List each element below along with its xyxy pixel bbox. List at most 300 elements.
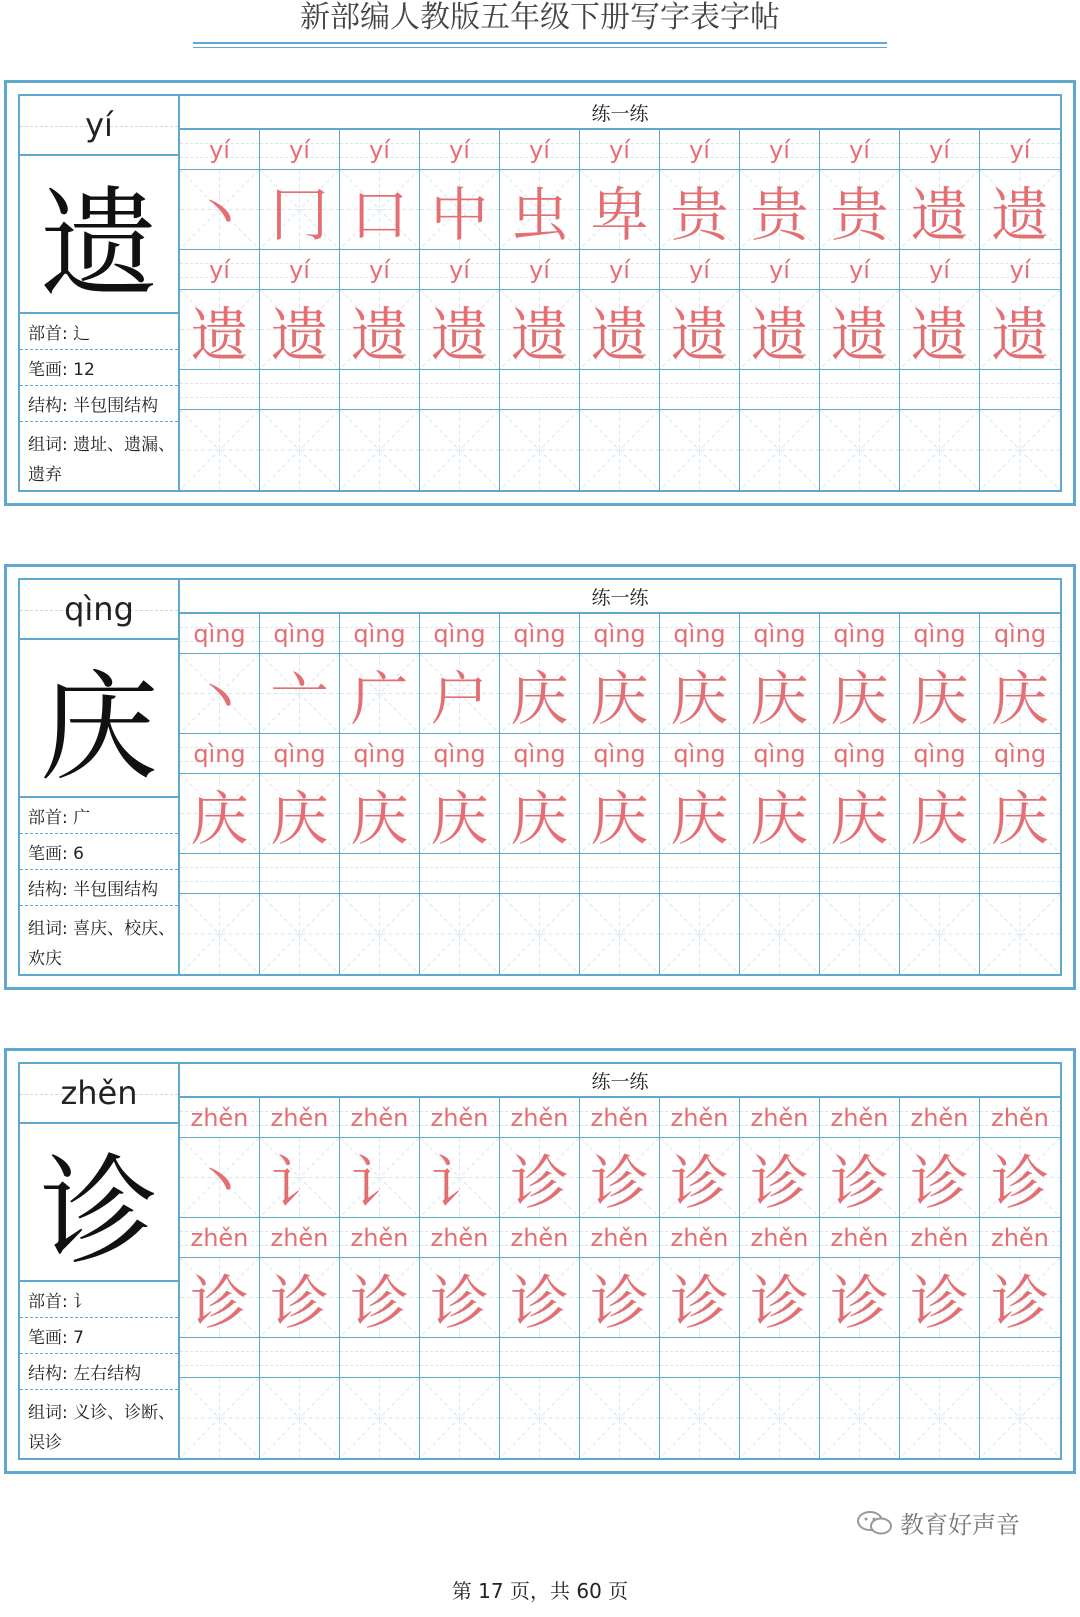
- pinyin-cell-blank[interactable]: [580, 1338, 660, 1378]
- writing-cell-blank[interactable]: [580, 410, 660, 490]
- pinyin-cell-blank[interactable]: [420, 854, 500, 894]
- pinyin-trace: zhěn: [510, 1103, 569, 1132]
- writing-cell-blank[interactable]: [260, 1378, 340, 1458]
- pinyin-trace: zhěn: [830, 1223, 889, 1252]
- pinyin-cell: [580, 734, 660, 774]
- pinyin-cell-blank[interactable]: [180, 370, 260, 410]
- stroke-order-char: 丶: [190, 1148, 249, 1217]
- title-underline: [193, 42, 887, 44]
- trace-char: 遗: [270, 300, 329, 369]
- stroke-order-cell: [740, 654, 820, 734]
- pinyin-cell-blank[interactable]: [820, 854, 900, 894]
- watermark-text: 教育好声音: [900, 1511, 1020, 1539]
- pinyin-cell: [500, 1218, 580, 1258]
- trace-char: 庆: [910, 784, 969, 853]
- pinyin-trace: qìng: [833, 739, 886, 768]
- pinyin-trace: qìng: [193, 739, 246, 768]
- pinyin-trace: zhěn: [510, 1223, 569, 1252]
- pinyin-cell: [820, 614, 900, 654]
- trace-cell: [820, 774, 900, 854]
- pinyin-cell-blank[interactable]: [340, 1338, 420, 1378]
- trace-char: 诊: [510, 1268, 569, 1337]
- pinyin-trace: qìng: [593, 739, 646, 768]
- pinyin-cell-blank[interactable]: [980, 370, 1060, 410]
- pinyin-cell: [180, 1098, 260, 1138]
- stroke-order-char: 遗: [910, 180, 969, 249]
- trace-char: 遗: [350, 300, 409, 369]
- stroke-order-cell: [500, 170, 580, 250]
- pinyin-trace: zhěn: [430, 1223, 489, 1252]
- stroke-order-char: 诊: [830, 1148, 889, 1217]
- pinyin-cell: [500, 734, 580, 774]
- pinyin-trace: yí: [449, 135, 470, 164]
- trace-char: 庆: [350, 784, 409, 853]
- pinyin-cell: [260, 130, 340, 170]
- stroke-order-char: 讠: [430, 1148, 489, 1217]
- writing-cell-blank[interactable]: [180, 410, 260, 490]
- pinyin-trace: zhěn: [750, 1223, 809, 1252]
- pinyin-trace: zhěn: [430, 1103, 489, 1132]
- writing-cell-blank[interactable]: [900, 1378, 980, 1458]
- stroke-order-cell: [980, 1138, 1060, 1218]
- trace-char: 诊: [270, 1268, 329, 1337]
- writing-cell-blank[interactable]: [500, 894, 580, 974]
- pinyin-cell: [180, 1218, 260, 1258]
- pinyin-cell: [980, 1218, 1060, 1258]
- writing-cell-blank[interactable]: [740, 410, 820, 490]
- trace-cell: [260, 1258, 340, 1338]
- pinyin-cell-blank[interactable]: [980, 854, 1060, 894]
- grid-row: [180, 614, 1060, 654]
- stroke-order-cell: [420, 170, 500, 250]
- stroke-order-cell: [500, 1138, 580, 1218]
- pinyin-cell-blank[interactable]: [260, 1338, 340, 1378]
- trace-char: 遗: [430, 300, 489, 369]
- character-card: [4, 80, 1076, 506]
- grid-row: [180, 654, 1060, 734]
- grid-row: [180, 290, 1060, 370]
- pinyin-cell: [580, 250, 660, 290]
- page-footer: 第 17 页，共 60 页: [451, 1579, 629, 1603]
- pinyin-cell: [740, 614, 820, 654]
- writing-cell-blank[interactable]: [420, 1378, 500, 1458]
- pinyin-trace: yí: [609, 135, 630, 164]
- trace-char: 诊: [350, 1268, 409, 1337]
- trace-cell: [820, 290, 900, 370]
- stroke-order-cell: [340, 170, 420, 250]
- pinyin-trace: yí: [929, 135, 950, 164]
- pinyin-trace: qìng: [673, 619, 726, 648]
- pinyin-trace: qìng: [753, 619, 806, 648]
- writing-cell-blank[interactable]: [820, 894, 900, 974]
- pinyin-trace: zhěn: [670, 1103, 729, 1132]
- trace-cell: [340, 774, 420, 854]
- pinyin-trace: zhěn: [590, 1103, 649, 1132]
- grid-row: [180, 1138, 1060, 1218]
- stroke-order-char: 庆: [670, 664, 729, 733]
- stroke-order-cell: [340, 1138, 420, 1218]
- stroke-order-cell: [660, 654, 740, 734]
- pinyin-cell: [740, 1098, 820, 1138]
- pinyin-cell: [900, 734, 980, 774]
- stroke-order-char: 户: [430, 664, 489, 733]
- pinyin-trace: qìng: [993, 739, 1047, 768]
- trace-char: 庆: [590, 784, 649, 853]
- grid-row: [180, 410, 1060, 490]
- trace-char: 诊: [830, 1268, 889, 1337]
- stroke-order-char: 诊: [910, 1148, 969, 1217]
- stroke-order-cell: [660, 170, 740, 250]
- pinyin-text: qìng: [64, 590, 134, 628]
- title-underline-thin: [193, 47, 887, 48]
- pinyin-cell-blank[interactable]: [660, 370, 740, 410]
- pinyin-cell: [660, 1098, 740, 1138]
- trace-cell: [740, 1258, 820, 1338]
- trace-cell: [180, 1258, 260, 1338]
- character-card: [4, 1048, 1076, 1474]
- trace-char: 遗: [190, 300, 249, 369]
- writing-cell-blank[interactable]: [340, 410, 420, 490]
- pinyin-trace: qìng: [513, 619, 566, 648]
- stroke-order-cell: [340, 654, 420, 734]
- pinyin-cell: [580, 1098, 660, 1138]
- pinyin-cell: [820, 250, 900, 290]
- pinyin-cell: [180, 734, 260, 774]
- stroke-order-char: 庆: [830, 664, 889, 733]
- pinyin-cell-blank[interactable]: [500, 370, 580, 410]
- pinyin-cell: [820, 130, 900, 170]
- trace-cell: [980, 1258, 1060, 1338]
- card-inner: [18, 578, 1062, 976]
- pinyin-trace: zhěn: [991, 1223, 1049, 1252]
- character-info-panel: [20, 580, 180, 974]
- writing-cell-blank[interactable]: [340, 894, 420, 974]
- trace-char: 诊: [430, 1268, 489, 1337]
- writing-cell-blank[interactable]: [980, 410, 1060, 490]
- writing-cell-blank[interactable]: [180, 1378, 260, 1458]
- grid-row: [180, 1338, 1060, 1378]
- writing-cell-blank[interactable]: [820, 1378, 900, 1458]
- pinyin-cell: [660, 130, 740, 170]
- pinyin-trace: qìng: [433, 619, 486, 648]
- pinyin-cell: [260, 614, 340, 654]
- pinyin-cell: [420, 250, 500, 290]
- words-label: 组词: 喜庆、校庆、欢庆: [28, 919, 176, 969]
- stroke-order-cell: [580, 1138, 660, 1218]
- pinyin-cell: [340, 734, 420, 774]
- stroke-order-char: 冂: [270, 180, 329, 249]
- writing-cell-blank[interactable]: [900, 410, 980, 490]
- pinyin-trace: zhěn: [190, 1223, 249, 1252]
- stroke-order-char: 诊: [750, 1148, 809, 1217]
- stroke-order-cell: [900, 1138, 980, 1218]
- writing-cell-blank[interactable]: [980, 1378, 1060, 1458]
- stroke-order-char: 诊: [510, 1148, 569, 1217]
- practice-heading: 练一练: [180, 580, 1060, 614]
- trace-cell: [740, 774, 820, 854]
- stroke-order-char: 讠: [270, 1148, 329, 1217]
- pinyin-cell: [580, 1218, 660, 1258]
- pinyin-trace: yí: [529, 135, 550, 164]
- stroke-order-char: 贵: [830, 180, 889, 249]
- stroke-order-char: 中: [430, 180, 489, 249]
- trace-char: 遗: [510, 300, 569, 369]
- pinyin-trace: yí: [689, 135, 710, 164]
- pinyin-trace: yí: [1009, 135, 1031, 164]
- writing-cell-blank[interactable]: [500, 1378, 580, 1458]
- pinyin-cell-blank[interactable]: [500, 1338, 580, 1378]
- stroke-order-cell: [420, 1138, 500, 1218]
- trace-cell: [260, 290, 340, 370]
- trace-cell: [980, 290, 1060, 370]
- stroke-order-cell: [980, 170, 1060, 250]
- stroke-order-cell: [180, 170, 260, 250]
- stroke-count-label: 笔画: 7: [20, 1318, 178, 1354]
- stroke-order-char: 贵: [750, 180, 809, 249]
- pinyin-cell-blank[interactable]: [500, 854, 580, 894]
- pinyin-cell: [660, 614, 740, 654]
- pinyin-cell-blank[interactable]: [180, 1338, 260, 1378]
- pinyin-trace: zhěn: [590, 1223, 649, 1252]
- pinyin-cell: [420, 734, 500, 774]
- pinyin-cell: [900, 130, 980, 170]
- trace-char: 诊: [910, 1268, 969, 1337]
- writing-cell-blank[interactable]: [500, 410, 580, 490]
- pinyin-trace: zhěn: [830, 1103, 889, 1132]
- wechat-icon: [856, 1510, 894, 1536]
- pinyin-trace: qìng: [593, 619, 646, 648]
- pinyin-cell: [900, 614, 980, 654]
- pinyin-cell: [500, 250, 580, 290]
- writing-cell-blank[interactable]: [420, 894, 500, 974]
- pinyin-cell: [980, 1098, 1060, 1138]
- pinyin-cell-blank[interactable]: [740, 1338, 820, 1378]
- writing-cell-blank[interactable]: [740, 894, 820, 974]
- trace-char: 诊: [190, 1268, 249, 1337]
- pinyin-cell: [900, 1098, 980, 1138]
- pinyin-cell: [740, 250, 820, 290]
- stroke-order-char: 虫: [510, 180, 569, 249]
- trace-cell: [180, 774, 260, 854]
- pinyin-trace: yí: [209, 135, 230, 164]
- writing-cell-blank[interactable]: [260, 410, 340, 490]
- stroke-order-char: 口: [350, 180, 409, 249]
- writing-cell-blank[interactable]: [580, 894, 660, 974]
- pinyin-cell: [180, 250, 260, 290]
- writing-cell-blank[interactable]: [660, 410, 740, 490]
- writing-cell-blank[interactable]: [180, 894, 260, 974]
- trace-cell: [900, 1258, 980, 1338]
- pinyin-cell-blank[interactable]: [260, 854, 340, 894]
- pinyin-cell-blank[interactable]: [580, 854, 660, 894]
- pinyin-trace: qìng: [273, 619, 326, 648]
- writing-cell-blank[interactable]: [420, 410, 500, 490]
- structure-label: 结构: 半包围结构: [20, 386, 178, 422]
- trace-char: 庆: [190, 784, 249, 853]
- pinyin-trace: yí: [929, 255, 950, 284]
- practice-heading: 练一练: [180, 96, 1060, 130]
- pinyin-trace: yí: [209, 255, 230, 284]
- stroke-order-char: 遗: [990, 180, 1049, 249]
- pinyin-cell-blank[interactable]: [660, 854, 740, 894]
- structure-label: 结构: 半包围结构: [20, 870, 178, 906]
- stroke-order-cell: [820, 1138, 900, 1218]
- writing-cell-blank[interactable]: [660, 1378, 740, 1458]
- pinyin-trace: yí: [529, 255, 550, 284]
- writing-cell-blank[interactable]: [820, 410, 900, 490]
- pinyin-cell-blank[interactable]: [180, 854, 260, 894]
- character-info-panel: [20, 1064, 180, 1458]
- trace-char: 庆: [750, 784, 809, 853]
- pinyin-trace: qìng: [353, 619, 406, 648]
- trace-cell: [900, 774, 980, 854]
- trace-cell: [660, 290, 740, 370]
- grid-row: [180, 250, 1060, 290]
- stroke-order-cell: [180, 1138, 260, 1218]
- pinyin-cell-blank[interactable]: [420, 1338, 500, 1378]
- pinyin-label: [20, 96, 178, 156]
- practice-panel: [180, 1064, 1060, 1458]
- pinyin-cell: [260, 734, 340, 774]
- pinyin-cell-blank[interactable]: [820, 370, 900, 410]
- trace-char: 遗: [910, 300, 969, 369]
- pinyin-cell: [420, 614, 500, 654]
- pinyin-cell: [580, 130, 660, 170]
- pinyin-cell: [420, 130, 500, 170]
- pinyin-trace: zhěn: [350, 1103, 409, 1132]
- trace-cell: [580, 1258, 660, 1338]
- pinyin-cell: [420, 1218, 500, 1258]
- trace-cell: [740, 290, 820, 370]
- pinyin-trace: yí: [849, 135, 870, 164]
- pinyin-cell: [420, 1098, 500, 1138]
- pinyin-cell: [900, 250, 980, 290]
- pinyin-cell-blank[interactable]: [660, 1338, 740, 1378]
- pinyin-cell-blank[interactable]: [740, 370, 820, 410]
- pinyin-cell: [660, 1218, 740, 1258]
- pinyin-cell-blank[interactable]: [580, 370, 660, 410]
- stroke-order-char: 丶: [190, 664, 249, 733]
- trace-cell: [180, 290, 260, 370]
- pinyin-trace: qìng: [753, 739, 806, 768]
- stroke-order-cell: [820, 170, 900, 250]
- stroke-order-char: 讠: [350, 1148, 409, 1217]
- stroke-order-char: 广: [350, 664, 409, 733]
- pinyin-cell: [660, 250, 740, 290]
- pinyin-cell: [820, 1098, 900, 1138]
- pinyin-cell-blank[interactable]: [340, 370, 420, 410]
- pinyin-trace: qìng: [913, 619, 966, 648]
- pinyin-cell-blank[interactable]: [900, 370, 980, 410]
- structure-label: 结构: 左右结构: [20, 1354, 178, 1390]
- trace-cell: [820, 1258, 900, 1338]
- stroke-order-char: 丶: [190, 180, 249, 249]
- stroke-order-cell: [660, 1138, 740, 1218]
- pinyin-cell-blank[interactable]: [900, 1338, 980, 1378]
- pinyin-trace: yí: [369, 135, 390, 164]
- trace-char: 庆: [430, 784, 489, 853]
- pinyin-cell-blank[interactable]: [900, 854, 980, 894]
- practice-panel: [180, 580, 1060, 974]
- pinyin-trace: zhěn: [991, 1103, 1049, 1132]
- pinyin-cell-blank[interactable]: [980, 1338, 1060, 1378]
- pinyin-trace: zhěn: [670, 1223, 729, 1252]
- writing-cell-blank[interactable]: [340, 1378, 420, 1458]
- pinyin-cell-blank[interactable]: [420, 370, 500, 410]
- pinyin-cell: [980, 614, 1060, 654]
- trace-cell: [500, 290, 580, 370]
- trace-char: 庆: [830, 784, 889, 853]
- trace-char: 遗: [750, 300, 809, 369]
- main-character: 遗: [20, 156, 178, 314]
- pinyin-cell: [660, 734, 740, 774]
- trace-cell: [260, 774, 340, 854]
- stroke-order-char: 庆: [510, 664, 569, 733]
- writing-cell-blank[interactable]: [260, 894, 340, 974]
- stroke-count-label: 笔画: 12: [20, 350, 178, 386]
- pinyin-cell: [500, 614, 580, 654]
- pinyin-cell-blank[interactable]: [340, 854, 420, 894]
- pinyin-cell: [180, 614, 260, 654]
- trace-char: 庆: [990, 784, 1049, 853]
- pinyin-trace: yí: [289, 255, 310, 284]
- stroke-order-cell: [740, 170, 820, 250]
- pinyin-cell: [820, 734, 900, 774]
- pinyin-trace: yí: [769, 255, 790, 284]
- pinyin-cell: [260, 1098, 340, 1138]
- trace-cell: [420, 290, 500, 370]
- stroke-order-cell: [580, 170, 660, 250]
- writing-cell-blank[interactable]: [580, 1378, 660, 1458]
- pinyin-trace: yí: [609, 255, 630, 284]
- pinyin-cell-blank[interactable]: [740, 854, 820, 894]
- stroke-order-char: 诊: [670, 1148, 729, 1217]
- pinyin-trace: yí: [689, 255, 710, 284]
- stroke-order-cell: [260, 1138, 340, 1218]
- pinyin-cell: [260, 250, 340, 290]
- pinyin-cell: [180, 130, 260, 170]
- stroke-order-char: 卑: [590, 180, 649, 249]
- pinyin-cell: [340, 130, 420, 170]
- pinyin-label: [20, 580, 178, 640]
- pinyin-cell-blank[interactable]: [260, 370, 340, 410]
- grid-row: [180, 734, 1060, 774]
- stroke-order-char: 诊: [990, 1148, 1049, 1217]
- pinyin-trace: qìng: [993, 619, 1047, 648]
- writing-cell-blank[interactable]: [660, 894, 740, 974]
- trace-char: 诊: [670, 1268, 729, 1337]
- pinyin-trace: yí: [449, 255, 470, 284]
- pinyin-cell: [980, 734, 1060, 774]
- practice-heading: 练一练: [180, 1064, 1060, 1098]
- pinyin-text: zhěn: [60, 1074, 138, 1112]
- pinyin-cell: [900, 1218, 980, 1258]
- writing-cell-blank[interactable]: [740, 1378, 820, 1458]
- words-label: 组词: 义诊、诊断、误诊: [28, 1403, 176, 1453]
- trace-char: 遗: [590, 300, 649, 369]
- stroke-order-cell: [420, 654, 500, 734]
- stroke-order-char: 庆: [910, 664, 969, 733]
- pinyin-trace: zhěn: [270, 1103, 329, 1132]
- writing-cell-blank[interactable]: [900, 894, 980, 974]
- stroke-order-cell: [500, 654, 580, 734]
- writing-cell-blank[interactable]: [980, 894, 1060, 974]
- trace-char: 诊: [750, 1268, 809, 1337]
- stroke-order-char: 亠: [270, 664, 329, 733]
- pinyin-cell-blank[interactable]: [820, 1338, 900, 1378]
- stroke-order-char: 庆: [990, 664, 1049, 733]
- pinyin-trace: zhěn: [750, 1103, 809, 1132]
